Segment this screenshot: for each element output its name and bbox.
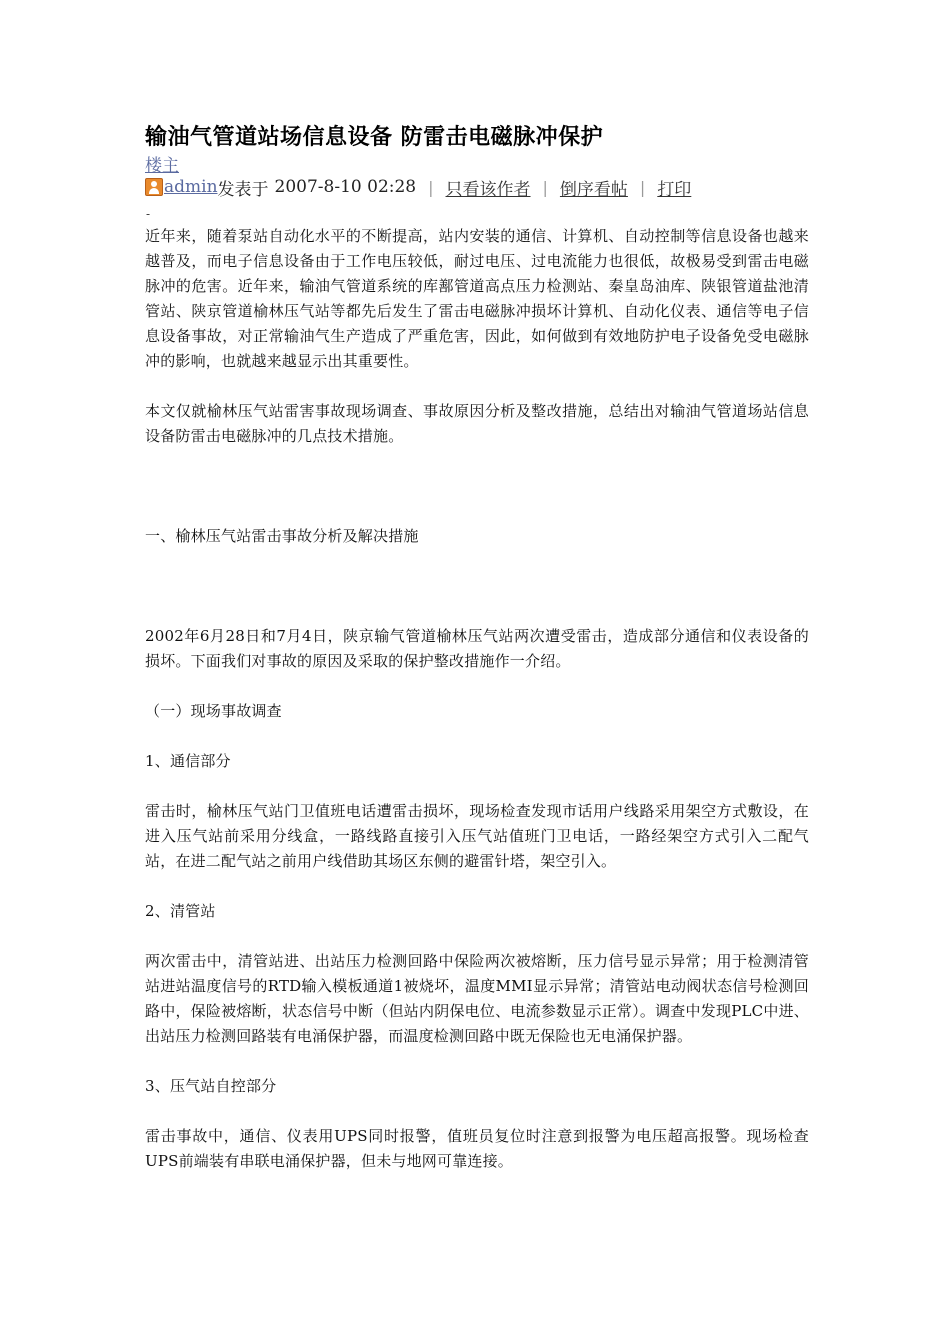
divider-dash: - xyxy=(146,207,151,221)
print-link[interactable]: 打印 xyxy=(657,179,692,200)
paragraph-communication: 雷击时，榆林压气站门卫值班电话遭雷击损坏，现场检查发现市话用户线路采用架空方式敷设，在进入压气站前采用分线盒，一路线路直接引入压气站值班门卫电话，一路经架空方式引入二配气站，在进二配气站之前用户线借助其场区东侧的避雷针塔，架空引入。 xyxy=(145,802,809,870)
post-meta xyxy=(145,174,691,200)
floor-label[interactable]: 楼主 xyxy=(145,156,179,176)
item-heading-communication: 1、通信部分 xyxy=(145,752,231,770)
separator: | xyxy=(639,177,646,197)
paragraph-incident: 2002年6月28日和7月4日，陕京输气管道榆林压气站两次遭受雷击，造成部分通信和仪表设备的损坏。下面我们对事故的原因及采取的保护整改措施作一介绍。 xyxy=(145,627,809,670)
paragraph-pigging-station: 两次雷击中，清管站进、出站压力检测回路中保险两次被熔断，压力信号显示异常；用于检测清管站进站温度信号的RTD输入模板通道1被烧坏，温度MMI显示异常；清管站电动阀状态信号检测回路中，保险被熔断，状态信号中断（但站内阴保电位、电流参数显示正常）。调查中发现PLC中进、出站压力检测回路装有电涌保护器，而温度检测回路中既无保险也无电涌保护器。 xyxy=(145,952,809,1045)
separator: | xyxy=(542,177,548,197)
paragraph-summary: 本文仅就榆林压气站雷害事故现场调查、事故原因分析及整改措施，总结出对输油气管道场站信息设备防雷击电磁脉冲的几点技术措施。 xyxy=(145,402,809,445)
user-avatar-icon[interactable] xyxy=(145,178,163,196)
section-heading: 一、榆林压气站雷击事故分析及解决措施 xyxy=(145,527,419,545)
paragraph-intro: 近年来，随着泵站自动化水平的不断提高，站内安装的通信、计算机、自动控制等信息设备也越来越普及，而电子信息设备由于工作电压较低，耐过电压、过电流能力也很低，故极易受到雷击电磁脉冲的危害。近年来，输油气管道系统的库鄯管道高点压力检测站、秦皇岛油库、陕银管道盐池清管站、陕京管道榆林压气站等都先后发生了雷击电磁脉冲损坏计算机、自动化仪表、通信等电子信息设备事故，对正常输油气生产造成了严重危害，因此，如何做到有效地防护电子设备免受电磁脉冲的影响，也就越来越显示出其重要性。 xyxy=(145,227,809,370)
posted-prefix: 发表于 xyxy=(217,179,269,200)
post-body xyxy=(145,224,809,1174)
author-link[interactable]: admin xyxy=(164,177,218,197)
separator: | xyxy=(428,177,434,197)
only-author-link[interactable]: 只看该作者 xyxy=(445,179,531,200)
post-title: 输油气管道站场信息设备 防雷击电磁脉冲保护 xyxy=(145,125,604,150)
item-heading-automation: 3、压气站自控部分 xyxy=(145,1077,277,1095)
item-heading-pigging-station: 2、清管站 xyxy=(145,902,216,920)
posted-time: 2007-8-10 02:28 xyxy=(274,177,417,197)
subsection-heading: （一）现场事故调查 xyxy=(145,702,282,720)
reverse-order-link[interactable]: 倒序看帖 xyxy=(559,179,628,200)
paragraph-automation: 雷击事故中，通信、仪表用UPS同时报警，值班员复位时注意到报警为电压超高报警。现场检查UPS前端装有串联电涌保护器，但未与地网可靠连接。 xyxy=(145,1127,809,1170)
